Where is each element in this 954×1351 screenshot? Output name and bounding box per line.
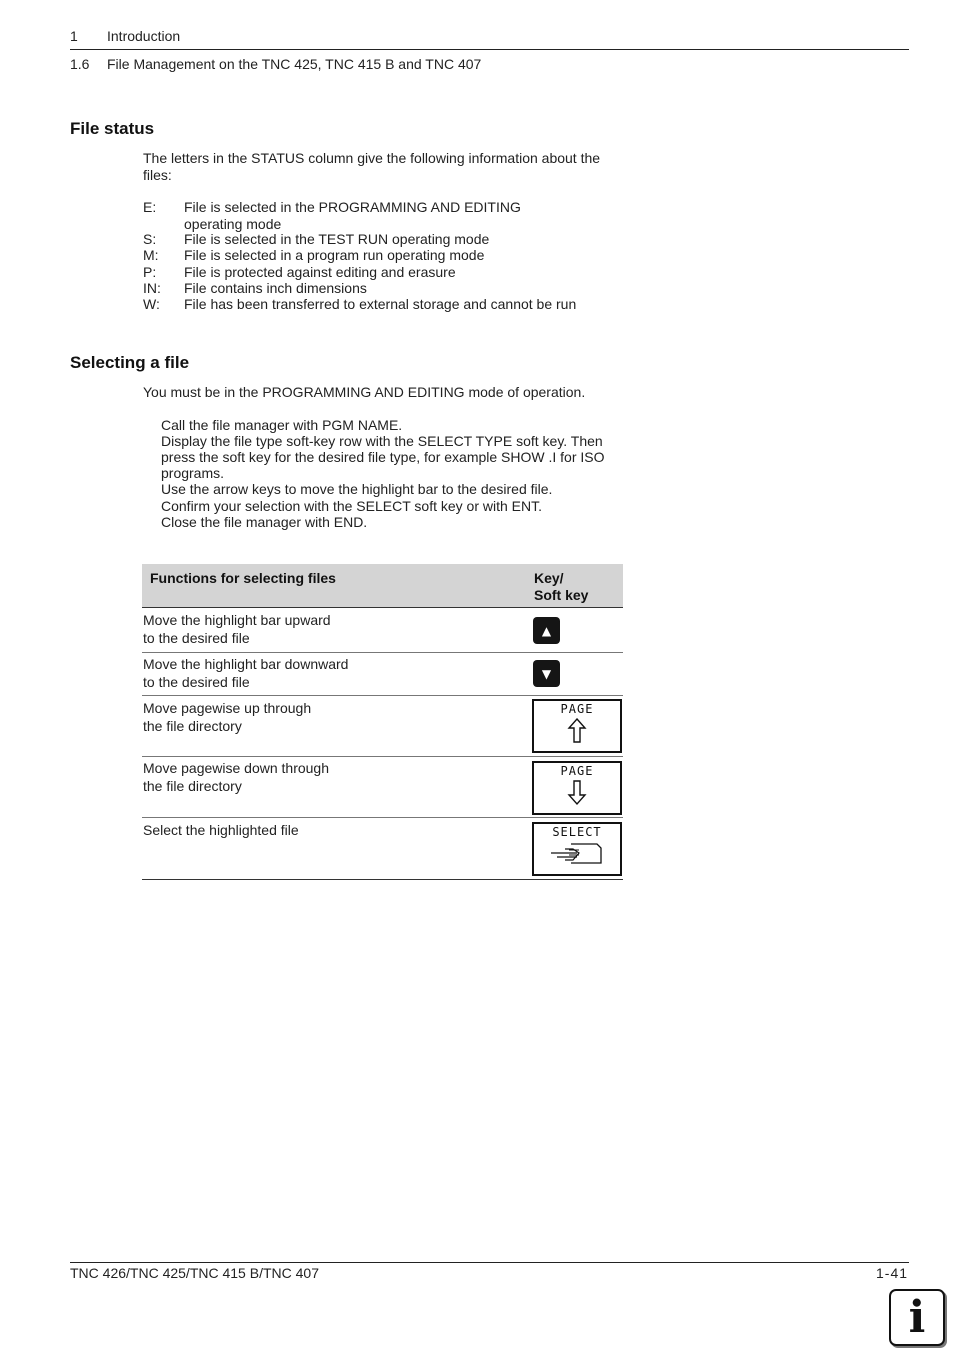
down-arrow-key: ▼ xyxy=(533,660,560,687)
step-item: Close the file manager with END. xyxy=(161,514,368,530)
step-item: Call the file manager with PGM NAME. xyxy=(161,417,403,433)
status-description: File is protected against editing and erasure xyxy=(184,264,456,280)
step-item: Confirm your selection with the SELECT soft key or with ENT. xyxy=(161,498,542,514)
selecting-file-heading: Selecting a file xyxy=(70,353,190,372)
table-row xyxy=(143,656,348,691)
row-text-line2: the file directory xyxy=(143,717,242,734)
page-up-softkey xyxy=(532,699,622,753)
row-text-line1: Move the highlight bar upward xyxy=(143,612,331,628)
table-row xyxy=(143,612,331,647)
status-code: W: xyxy=(143,296,160,312)
row-text-line2: to the desired file xyxy=(143,673,250,690)
table-rule xyxy=(142,879,623,880)
table-header xyxy=(142,564,623,607)
row-text-line2: to the desired file xyxy=(143,629,250,646)
column-header-functions: Functions for selecting files xyxy=(150,570,336,586)
info-glyph: i xyxy=(908,1292,926,1343)
table-rule xyxy=(142,695,623,696)
file-status-heading: File status xyxy=(70,119,155,138)
page-down-softkey xyxy=(532,761,622,815)
column-header-keys-line1: Key/ xyxy=(534,570,564,586)
section-number: 1.6 xyxy=(70,56,90,72)
softkey-label: PAGE xyxy=(560,764,594,778)
status-code: S: xyxy=(143,231,157,247)
selecting-file-intro: You must be in the PROGRAMMING AND EDITING mode of operation. xyxy=(143,384,586,400)
status-description: File is selected in the TEST RUN operating mode xyxy=(184,231,490,247)
page-number: 1-41 xyxy=(876,1265,909,1281)
footer-rule xyxy=(70,1262,909,1263)
status-code: IN: xyxy=(143,280,161,296)
select-softkey xyxy=(532,822,622,876)
row-text-line1: Select the highlighted file xyxy=(143,822,299,838)
hand-pointing-file-icon xyxy=(534,841,620,868)
step-item: Use the arrow keys to move the highlight bar to the desired file. xyxy=(161,481,553,497)
footer-models: TNC 426/TNC 425/TNC 415 B/TNC 407 xyxy=(70,1265,319,1281)
table-rule xyxy=(142,817,623,818)
table-rule xyxy=(142,652,623,653)
chapter-title: Introduction xyxy=(107,28,181,44)
row-text-line1: Move pagewise down through xyxy=(143,760,330,776)
row-text-line1: Move pagewise up through xyxy=(143,700,312,716)
up-arrow-key: ▲ xyxy=(533,617,560,644)
softkey-label: PAGE xyxy=(560,702,594,716)
header-rule xyxy=(70,49,909,50)
table-row xyxy=(143,700,311,735)
status-description: File has been transferred to external storage and cannot be run xyxy=(184,296,577,312)
row-text-line1: Move the highlight bar downward xyxy=(143,656,349,672)
table-rule xyxy=(142,756,623,757)
column-header-keys-line2: Soft key xyxy=(534,587,589,603)
table-row xyxy=(143,760,329,795)
softkey-label: SELECT xyxy=(552,825,602,839)
status-description: File contains inch dimensions xyxy=(184,280,367,296)
info-icon xyxy=(889,1289,945,1346)
table-rule xyxy=(142,607,623,608)
hollow-arrow-up-icon xyxy=(534,718,620,747)
status-description: File is selected in a program run operating mode xyxy=(184,247,485,263)
status-description: File is selected in the PROGRAMMING AND EDITING operating mode xyxy=(184,199,521,232)
status-code: P: xyxy=(143,264,157,280)
section-title: File Management on the TNC 425, TNC 415 B and TNC 407 xyxy=(107,56,482,72)
chapter-number: 1 xyxy=(70,28,78,44)
status-code: M: xyxy=(143,247,159,263)
row-text-line2: the file directory xyxy=(143,777,242,794)
step-item: Display the file type soft-key row with the SELECT TYPE soft key. Then press the soft key for the desired file type, for example SHOW .I for ISO programs. xyxy=(161,433,605,482)
hollow-arrow-down-icon xyxy=(534,780,620,809)
table-row xyxy=(143,822,299,840)
column-header-keys xyxy=(534,570,588,604)
status-code: E: xyxy=(143,199,157,215)
file-status-intro: The letters in the STATUS column give the following information about the files: xyxy=(143,150,601,183)
